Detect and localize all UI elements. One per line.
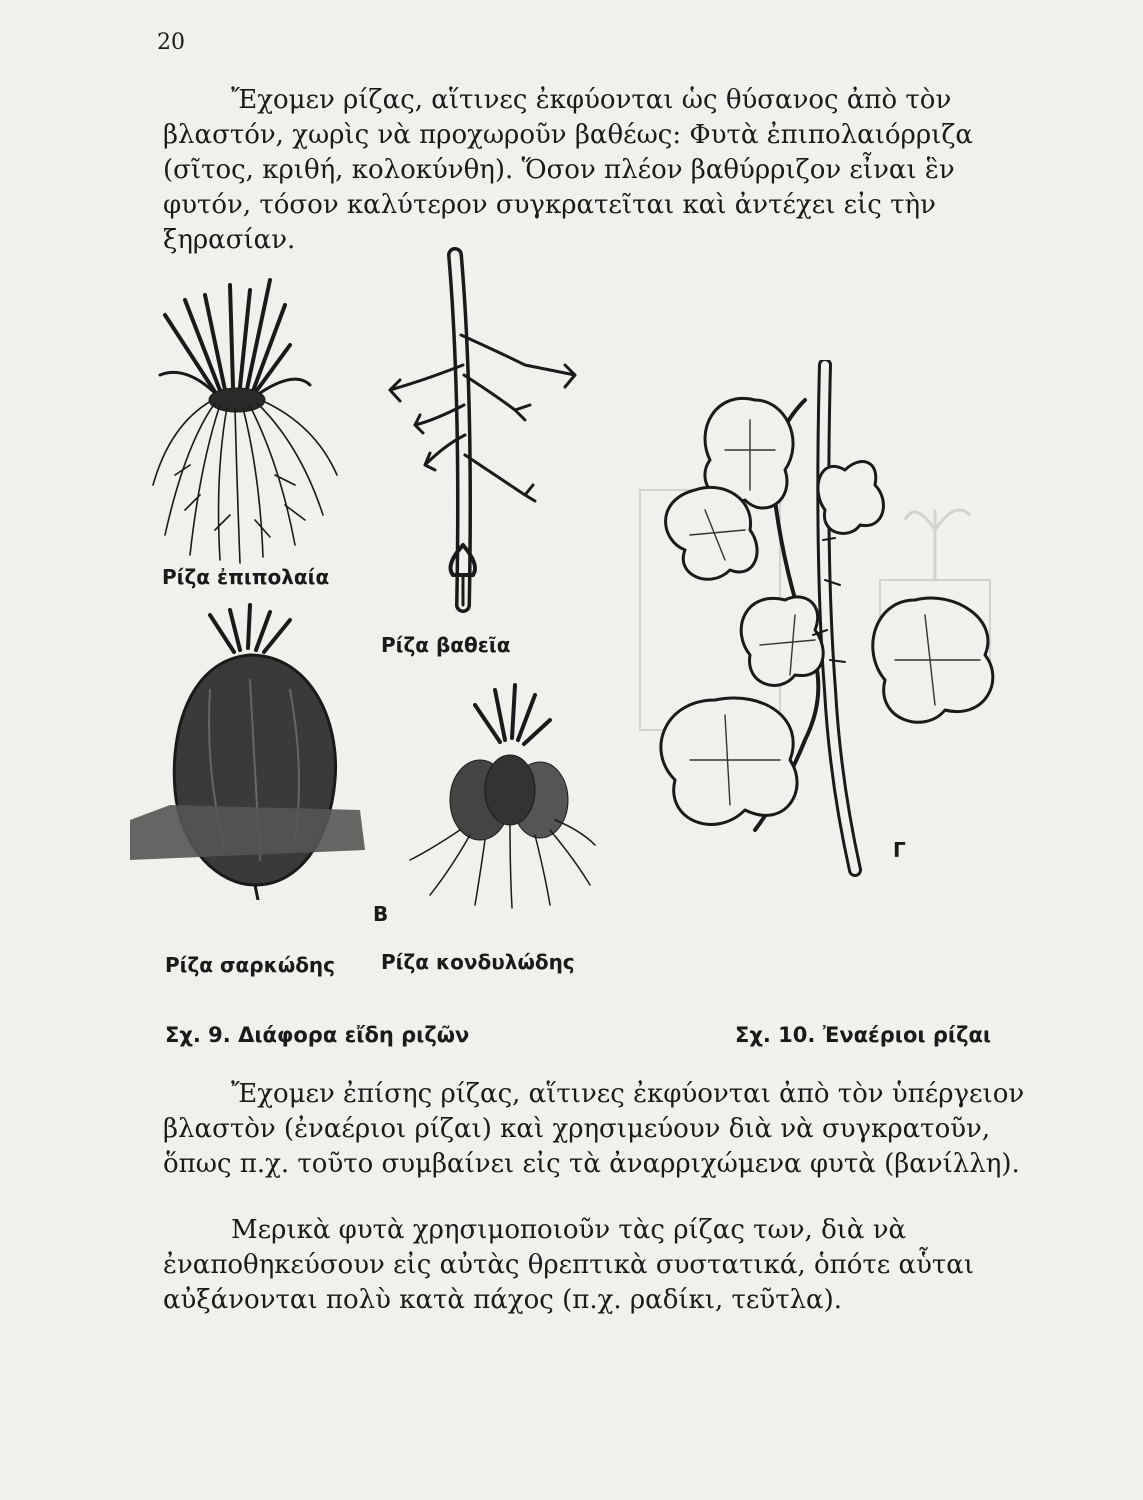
label-superficial-root: Ρίζα ἐπιπολαία [162,565,330,589]
aerial-roots-paragraph: Ἔχομεν ἐπίσης ρίζας, αἵτινες ἐκφύονται ἀπὸ τὸν ὑπέργειον βλαστὸν (ἐναέριοι ρίζαι) καὶ χρησιμεύουν διὰ νὰ συγκρατοῦν, ὅπως π.χ. τοῦτο συμβαίνει εἰς τὰ ἀναρριχώμενα φυτὰ (βανίλλη). [163,1079,1025,1179]
storage-roots-paragraph: Μερικὰ φυτὰ χρησιμοποιοῦν τὰς ρίζας των, διὰ νὰ ἐναποθηκεύσουν εἰς αὐτὰς θρεπτικὰ συστατικά, ὁπότε αὗται αὐξάνονται πολὺ κατὰ πάχος (π.χ. ραδίκι, τεῦτλα). [163,1215,975,1315]
fleshy-root-illustration [130,600,370,900]
ivy-aerial-roots-illustration [635,360,1030,880]
page-number: 20 [157,30,185,55]
label-fleshy-root: Ρίζα σαρκώδης [165,953,336,977]
figure9-caption: Σχ. 9. Διάφορα εἴδη ριζῶν [165,1023,470,1047]
deep-root-illustration [375,245,595,625]
figure9-letter-b: Β [373,902,389,926]
label-deep-root: Ρίζα βαθεῖα [381,633,511,657]
tuberous-root-illustration [400,680,600,910]
intro-paragraph: Ἔχομεν ρίζας, αἵτινες ἐκφύονται ὡς θύσανος ἀπὸ τὸν βλαστόν, χωρὶς νὰ προχωροῦν βαθέως: Φυτὰ ἐπιπολαιόρριζα (σῖτος, κριθή, κολοκύνθη). Ὅσον πλέον βαθύρριζον εἶναι ἓν φυτόν, τόσον καλύτερον συγκρατεῖται καὶ ἀντέχει εἰς τὴν ξηρασίαν. [163,85,973,255]
superficial-root-illustration [145,275,345,565]
label-tuberous-root: Ρίζα κονδυλώδης [381,950,575,974]
figure10-caption: Σχ. 10. Ἐναέριοι ρίζαι [735,1023,992,1047]
figure10-letter-g: Γ [893,838,906,862]
